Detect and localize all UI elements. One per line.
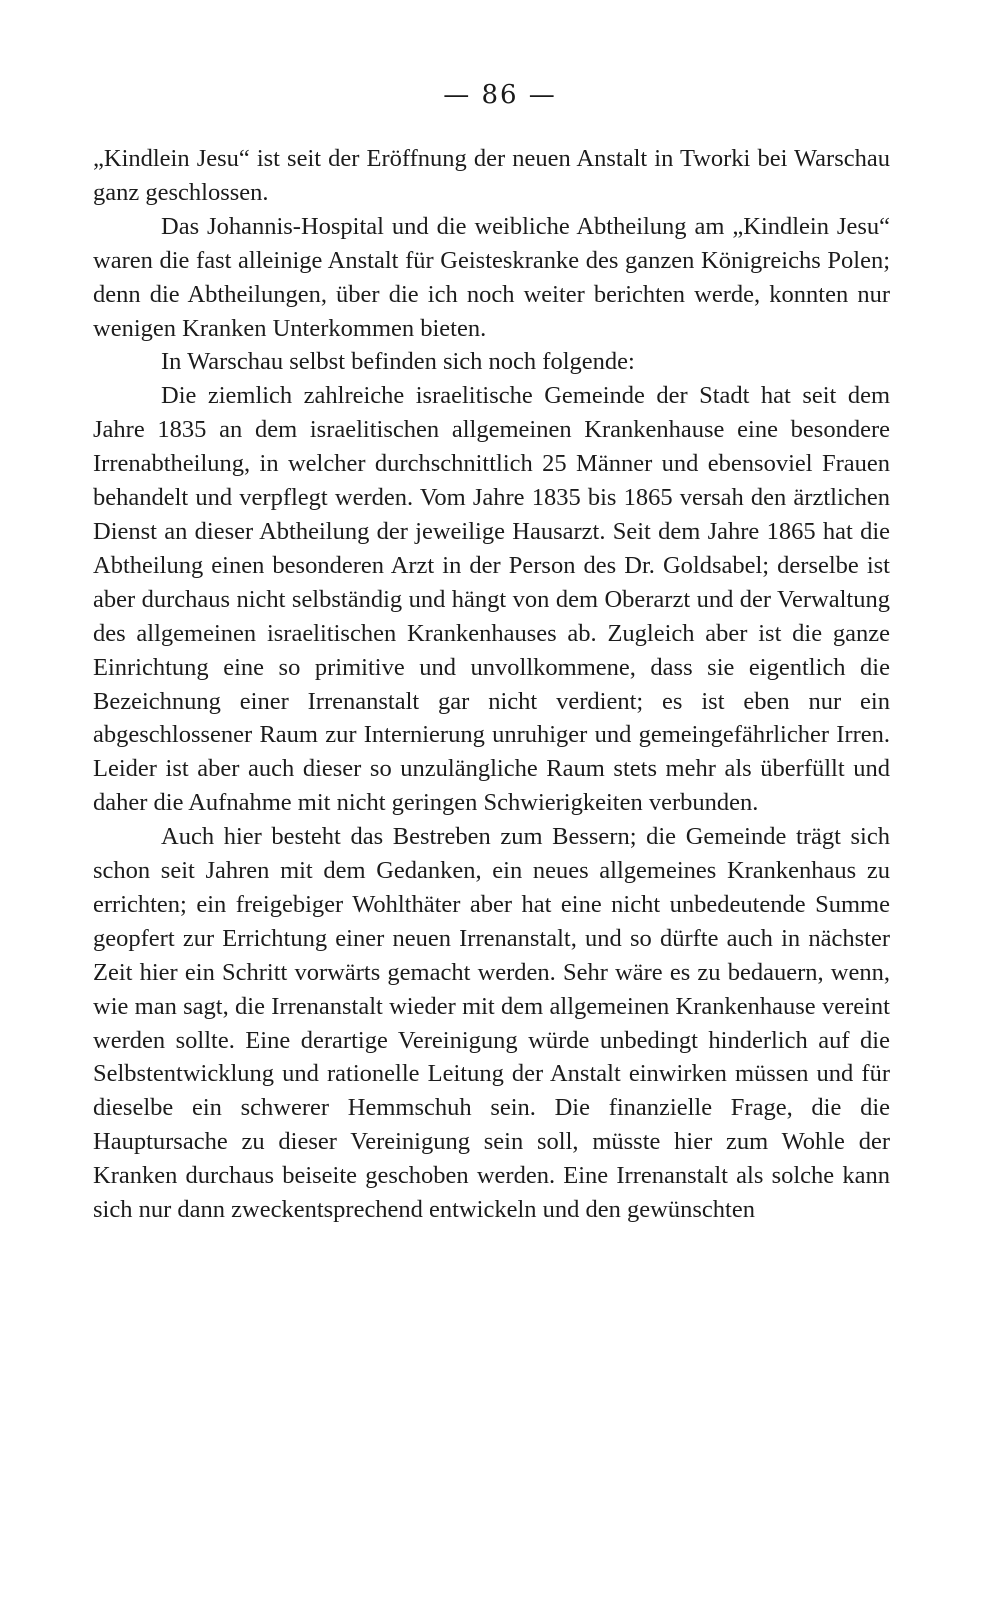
paragraph-1: „Kindlein Jesu“ ist seit der Eröffnung der neuen Anstalt in Tworki bei Warschau ganz geschlossen. — [93, 145, 890, 206]
body-text — [93, 142, 890, 1227]
paragraph-5: Auch hier besteht das Bestreben zum Bessern; die Gemeinde trägt sich schon seit Jahren mit dem Gedanken, ein neues allgemeines Krankenhaus zu errichten; ein freigebiger Wohlthäter aber hat eine nicht unbedeutende Summe geopfert zur Errichtung einer neuen Irrenanstalt, und so dürfte auch in nächster Zeit hier ein Schritt vorwärts gemacht werden. Sehr wäre es zu bedauern, wenn, wie man sagt, die Irrenanstalt wieder mit dem allgemeinen Krankenhause vereint werden sollte. Eine derartige Vereinigung würde unbedingt hinderlich auf die Selbstentwicklung und rationelle Leitung der Anstalt einwirken müssen und für dieselbe ein schwerer Hemmschuh sein. Die finanzielle Frage, die die Hauptursache zu dieser Vereinigung sein soll, müsste hier zum Wohle der Kranken durchaus beiseite geschoben werden. Eine Irrenanstalt als solche kann sich nur dann zweckentsprechend entwickeln und den gewünschten — [93, 823, 890, 1224]
paragraph-2: Das Johannis-Hospital und die weibliche Abtheilung am „Kindlein Jesu“ waren die fast alleinige Anstalt für Geisteskranke des ganzen Königreichs Polen; denn die Abtheilungen, über die ich noch weiter berichten werde, konnten nur wenigen Kranken Unterkommen bieten. — [93, 212, 890, 342]
page-number: — 86 — — [443, 80, 557, 110]
paragraph-3: In Warschau selbst befinden sich noch folgende: — [161, 348, 635, 376]
paragraph-4: Die ziemlich zahlreiche israelitische Gemeinde der Stadt hat seit dem Jahre 1835 an dem israelitischen allgemeinen Krankenhause eine besondere Irrenabtheilung, in welcher durchschnittlich 25 Männer und ebensoviel Frauen behandelt und verpflegt werden. Vom Jahre 1835 bis 1865 versah den ärztlichen Dienst an dieser Abtheilung der jeweilige Hausarzt. Seit dem Jahre 1865 hat die Abtheilung einen besonderen Arzt in der Person des Dr. Goldsabel; derselbe ist aber durchaus nicht selbständig und hängt von dem Oberarzt und der Verwaltung des allgemeinen israelitischen Krankenhauses ab. Zugleich aber ist die ganze Einrichtung eine so primitive und unvollkommene, dass sie eigentlich die Bezeichnung einer Irrenanstalt gar nicht verdient; es ist eben nur ein abgeschlossener Raum zur Internierung unruhiger und gemeingefährlicher Irren. Leider ist aber auch dieser so unzulängliche Raum stets mehr als überfüllt und daher die Aufnahme mit nicht geringen Schwierigkeiten verbunden. — [93, 382, 890, 817]
